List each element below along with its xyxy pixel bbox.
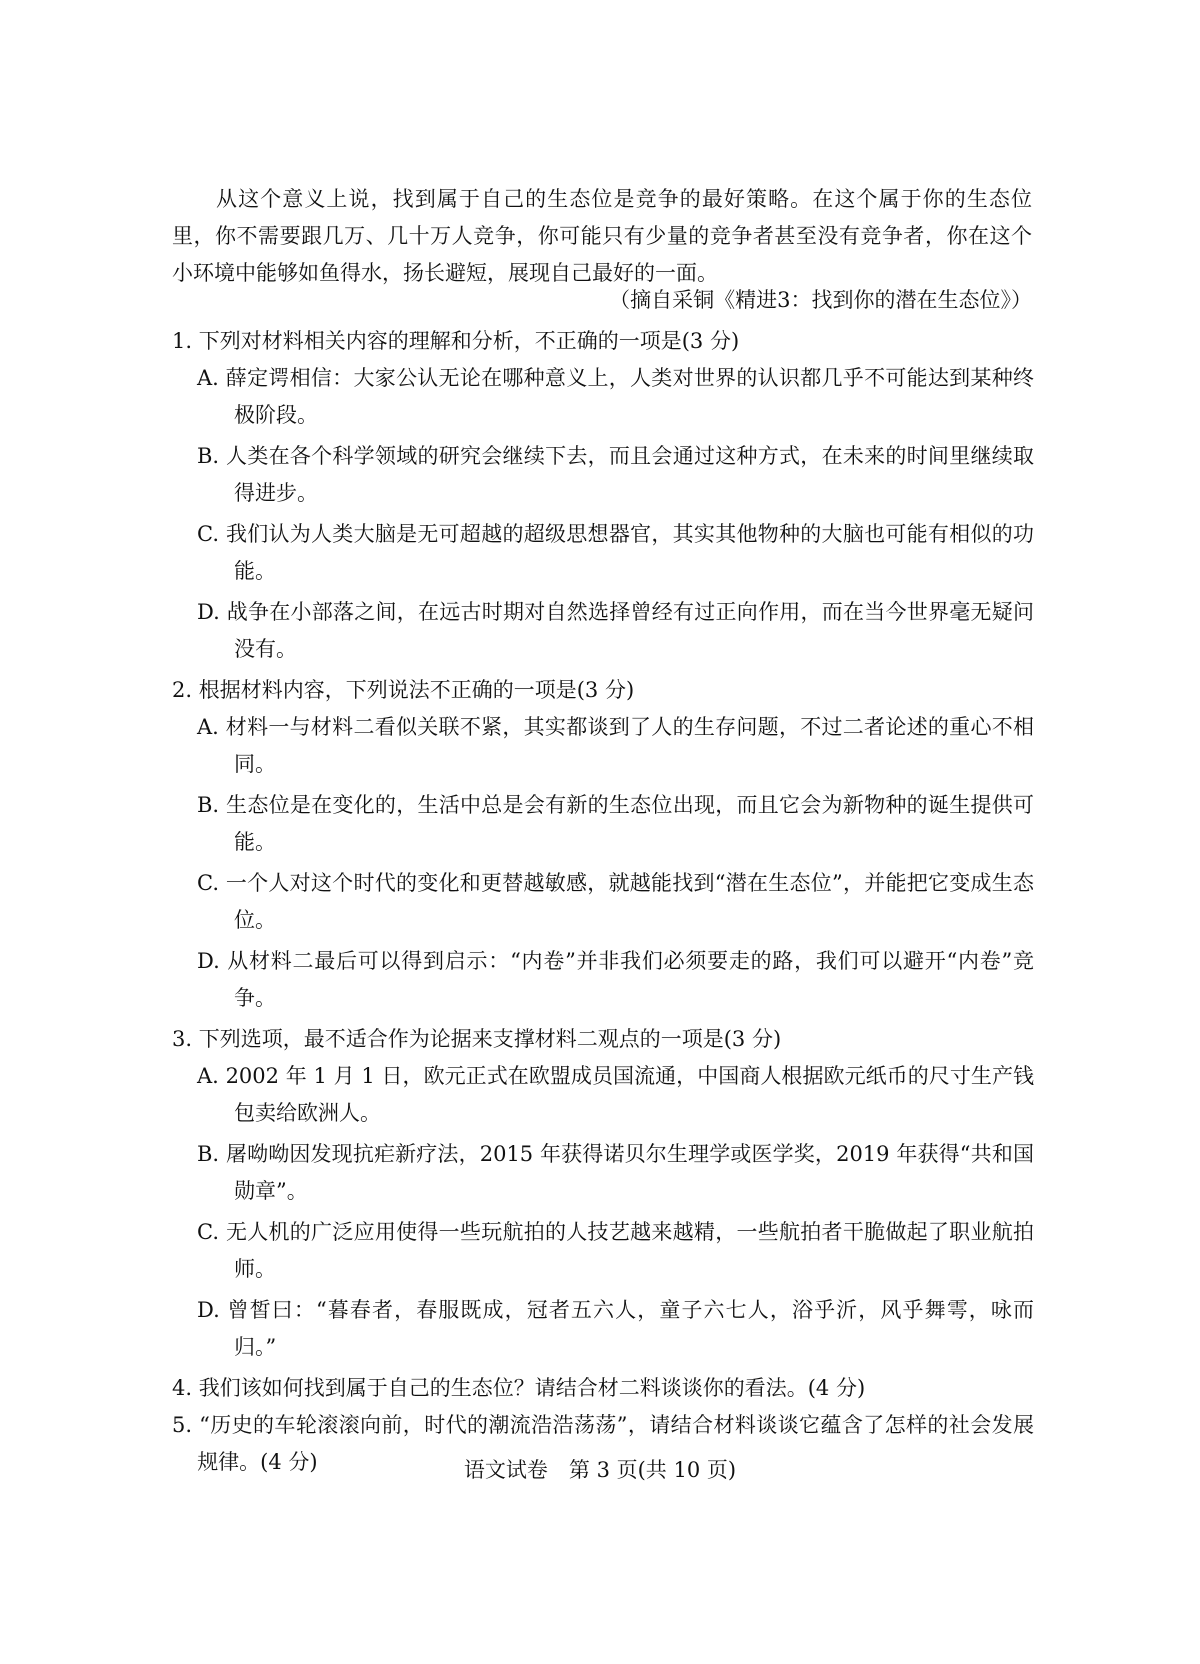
question-list (172, 323, 1034, 1481)
option-a: A. 薛定谔相信：大家公认无论在哪种意义上，人类对世界的认识都几乎不可能达到某种终极阶段。 (197, 366, 1034, 427)
option-c: C. 一个人对这个时代的变化和更替越敏感，就越能找到“潜在生态位”，并能把它变成生态位。 (197, 871, 1034, 932)
option-d: D. 战争在小部落之间，在远古时期对自然选择曾经有过正向作用，而在当今世界毫无疑问没有。 (197, 600, 1034, 661)
question-stem: 2. 根据材料内容，下列说法不正确的一项是(3 分) (172, 678, 635, 702)
page-footer: 语文试卷 第 3 页(共 10 页) (463, 1458, 737, 1482)
option-b: B. 生态位是在变化的，生活中总是会有新的生态位出现，而且它会为新物种的诞生提供可能。 (197, 793, 1034, 854)
question-stem: 1. 下列对材料相关内容的理解和分析，不正确的一项是(3 分) (172, 329, 740, 353)
question-1 (172, 323, 1034, 668)
option-c: C. 无人机的广泛应用使得一些玩航拍的人技艺越来越精，一些航拍者干脆做起了职业航拍师。 (197, 1220, 1034, 1281)
question-3 (172, 1021, 1034, 1366)
option-d: D. 曾皙曰：“暮春者，春服既成，冠者五六人，童子六七人，浴乎沂，风乎舞雩，咏而归。” (197, 1298, 1034, 1359)
question-stem: 5. “历史的车轮滚滚向前，时代的潮流浩浩荡荡”，请结合材料谈谈它蕴含了怎样的社会发展规律。(4 分) (172, 1413, 1034, 1474)
passage-source: （摘自采铜《精进3：找到你的潜在生态位》） (609, 288, 1032, 312)
question-4 (172, 1370, 1034, 1407)
option-d: D. 从材料二最后可以得到启示：“内卷”并非我们必须要走的路，我们可以避开“内卷”竞争。 (197, 949, 1034, 1010)
question-stem: 4. 我们该如何找到属于自己的生态位？请结合材二料谈谈你的看法。(4 分) (172, 1376, 866, 1400)
option-b: B. 屠呦呦因发现抗疟新疗法，2015 年获得诺贝尔生理学或医学奖，2019 年获得“共和国勋章”。 (197, 1142, 1034, 1203)
option-a: A. 2002 年 1 月 1 日，欧元正式在欧盟成员国流通，中国商人根据欧元纸币的尺寸生产钱包卖给欧洲人。 (197, 1064, 1034, 1125)
question-stem: 3. 下列选项，最不适合作为论据来支撑材料二观点的一项是(3 分) (172, 1027, 782, 1051)
passage-paragraph: 从这个意义上说，找到属于自己的生态位是竞争的最好策略。在这个属于你的生态位里，你不需要跟几万、几十万人竞争，你可能只有少量的竞争者甚至没有竞争者，你在这个小环境中能够如鱼得水，扬长避短，展现自己最好的一面。 (172, 187, 1032, 285)
question-2 (172, 672, 1034, 1017)
option-c: C. 我们认为人类大脑是无可超越的超级思想器官，其实其他物种的大脑也可能有相似的功能。 (197, 522, 1034, 583)
option-b: B. 人类在各个科学领域的研究会继续下去，而且会通过这种方式，在未来的时间里继续取得进步。 (197, 444, 1034, 505)
option-a: A. 材料一与材料二看似关联不紧，其实都谈到了人的生存问题，不过二者论述的重心不相同。 (197, 715, 1034, 776)
